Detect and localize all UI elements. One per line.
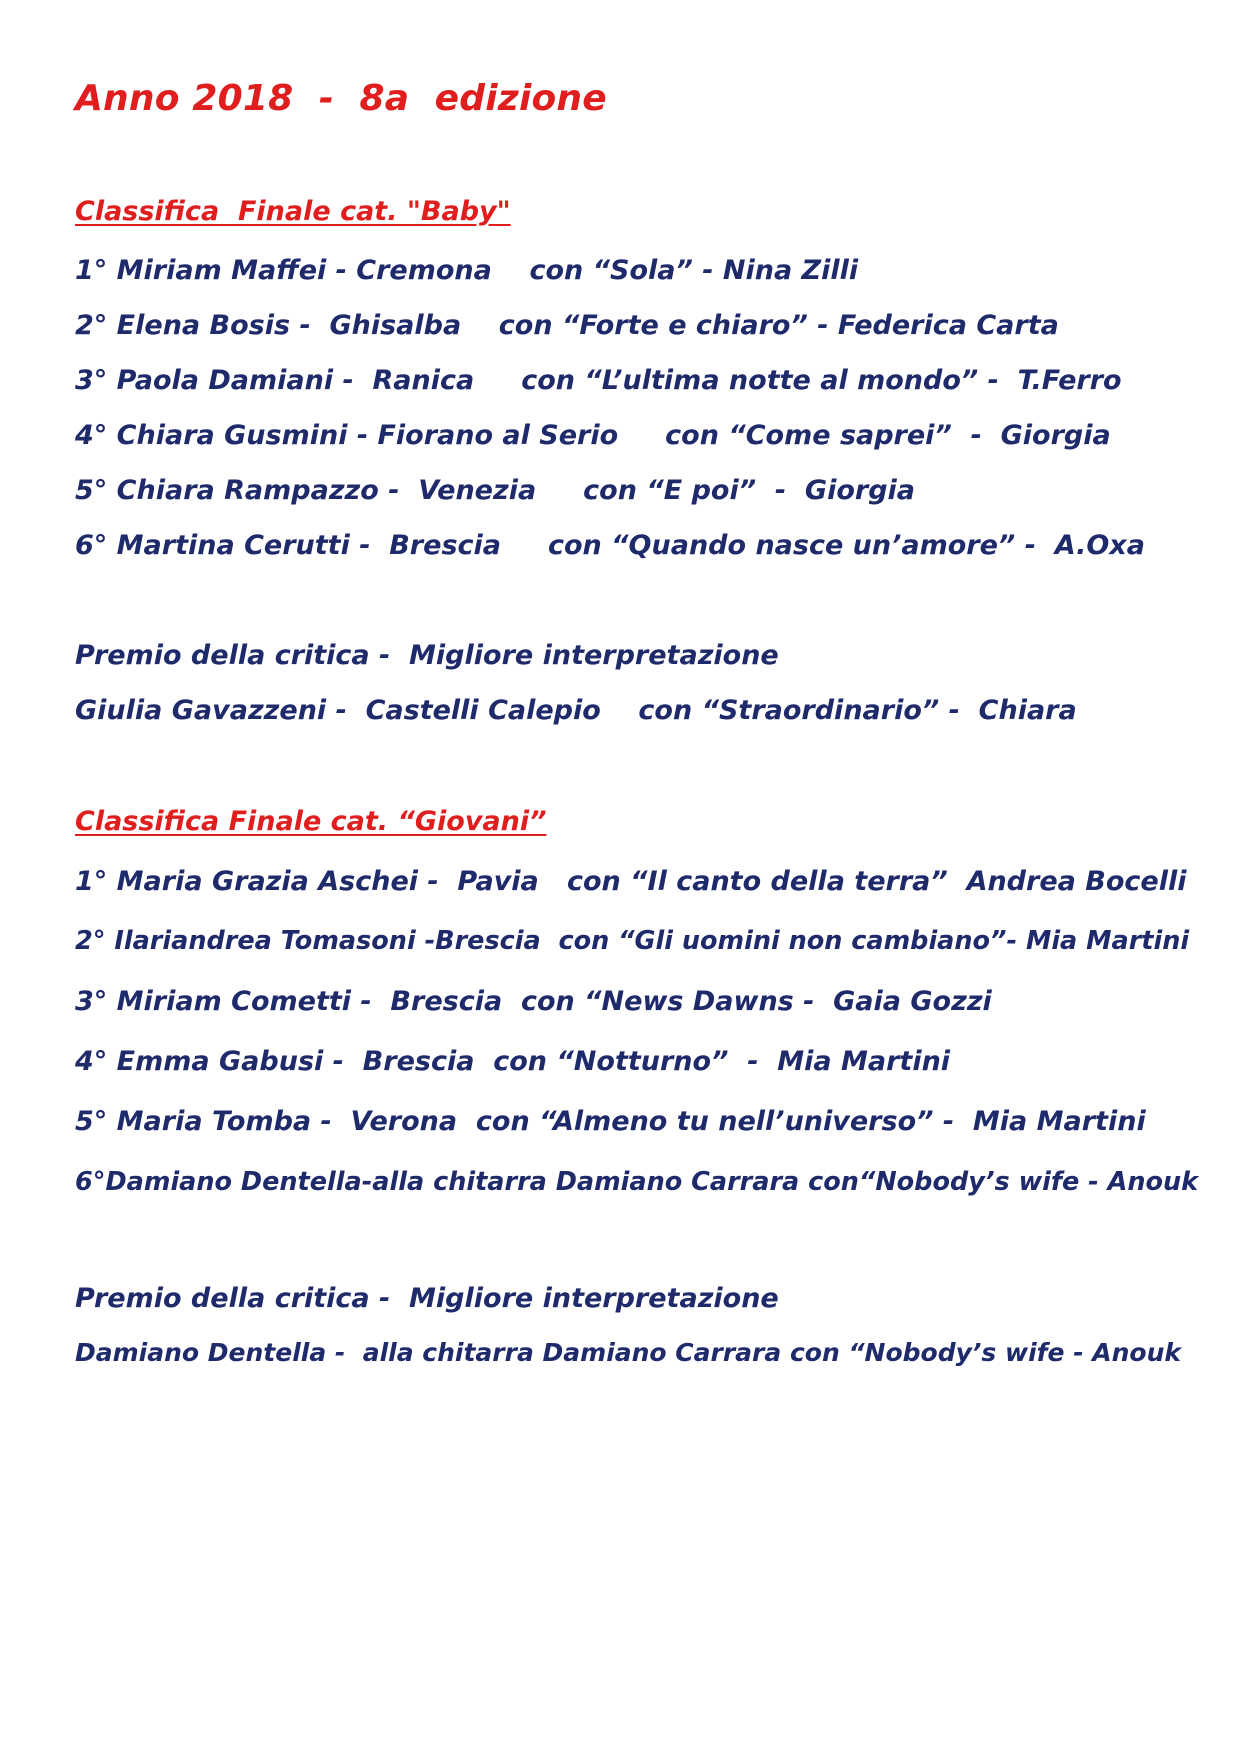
edition-title: Anno 2018 - 8a edizione [75,78,607,119]
giovani-category-heading: Classifica Finale cat. “Giovani” [75,806,547,837]
giovani-rank-1: 1° Maria Grazia Aschei - Pavia con “Il canto della terra” Andrea Bocelli [75,866,1187,897]
baby-rank-5: 5° Chiara Rampazzo - Venezia con “E poi” - Giorgia [75,475,915,506]
giovani-rank-4: 4° Emma Gabusi - Brescia con “Notturno” - Mia Martini [75,1046,951,1077]
giovani-rank-2: 2° Ilariandrea Tomasoni -Brescia con “Gli uomini non cambiano”- Mia Martini [75,926,1190,956]
baby-rank-1: 1° Miriam Maffei - Cremona con “Sola” - Nina Zilli [75,255,859,286]
baby-critics-award-label: Premio della critica - Migliore interpretazione [75,640,779,671]
giovani-critics-award-winner: Damiano Dentella - alla chitarra Damiano Carrara con “Nobody’s wife - Anouk [75,1338,1182,1367]
baby-category-heading: Classifica Finale cat. "Baby" [75,196,511,227]
baby-rank-3: 3° Paola Damiani - Ranica con “L’ultima notte al mondo” - T.Ferro [75,365,1122,396]
baby-rank-6: 6° Martina Cerutti - Brescia con “Quando nasce un’amore” - A.Oxa [75,530,1145,561]
giovani-rank-6: 6°Damiano Dentella-alla chitarra Damiano Carrara con“Nobody’s wife - Anouk [75,1167,1199,1197]
giovani-critics-award-label: Premio della critica - Migliore interpretazione [75,1283,779,1314]
baby-critics-award-winner: Giulia Gavazzeni - Castelli Calepio con “Straordinario” - Chiara [75,695,1077,726]
giovani-rank-3: 3° Miriam Cometti - Brescia con “News Dawns - Gaia Gozzi [75,986,992,1017]
giovani-rank-5: 5° Maria Tomba - Verona con “Almeno tu nell’universo” - Mia Martini [75,1106,1146,1137]
baby-rank-2: 2° Elena Bosis - Ghisalba con “Forte e chiaro” - Federica Carta [75,310,1059,341]
baby-rank-4: 4° Chiara Gusmini - Fiorano al Serio con “Come saprei” - Giorgia [75,420,1111,451]
